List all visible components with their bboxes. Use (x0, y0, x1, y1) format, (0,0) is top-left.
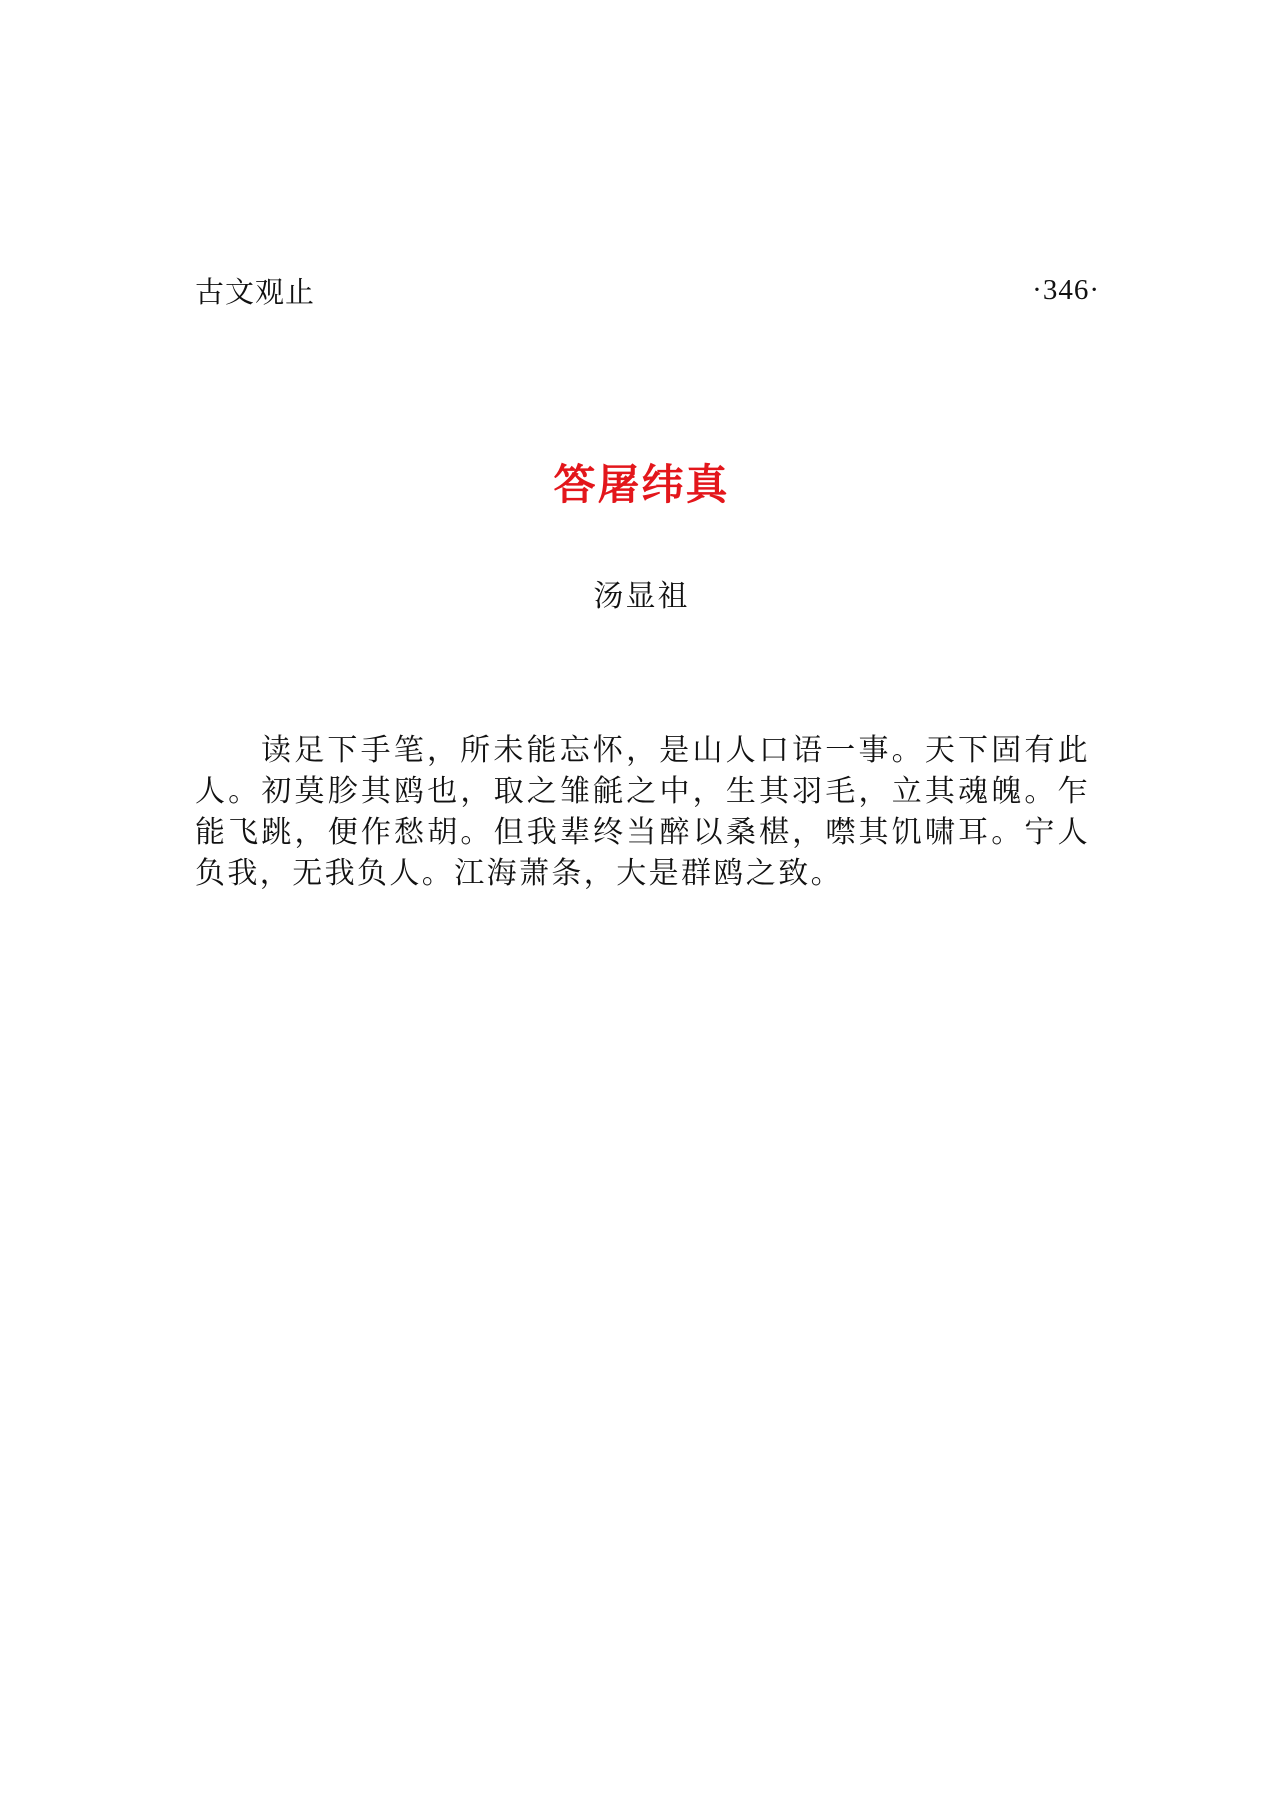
page-number: ·346· (1032, 273, 1100, 306)
article-paragraph: 读足下手笔，所未能忘怀，是山人口语一事。天下固有此人。初莫胗其鸥也，取之雏毹之中，生其羽毛，立其魂魄。乍能飞跳，便作愁胡。但我辈终当醉以桑椹，噤其饥啸耳。宁人负我，无我负人。江海萧条，大是群鸥之致。 (195, 733, 1090, 891)
article-title: 答屠纬真 (553, 460, 730, 509)
book-title: 古文观止 (195, 274, 316, 309)
running-header (195, 270, 1100, 310)
article-author: 汤显祖 (593, 579, 690, 614)
